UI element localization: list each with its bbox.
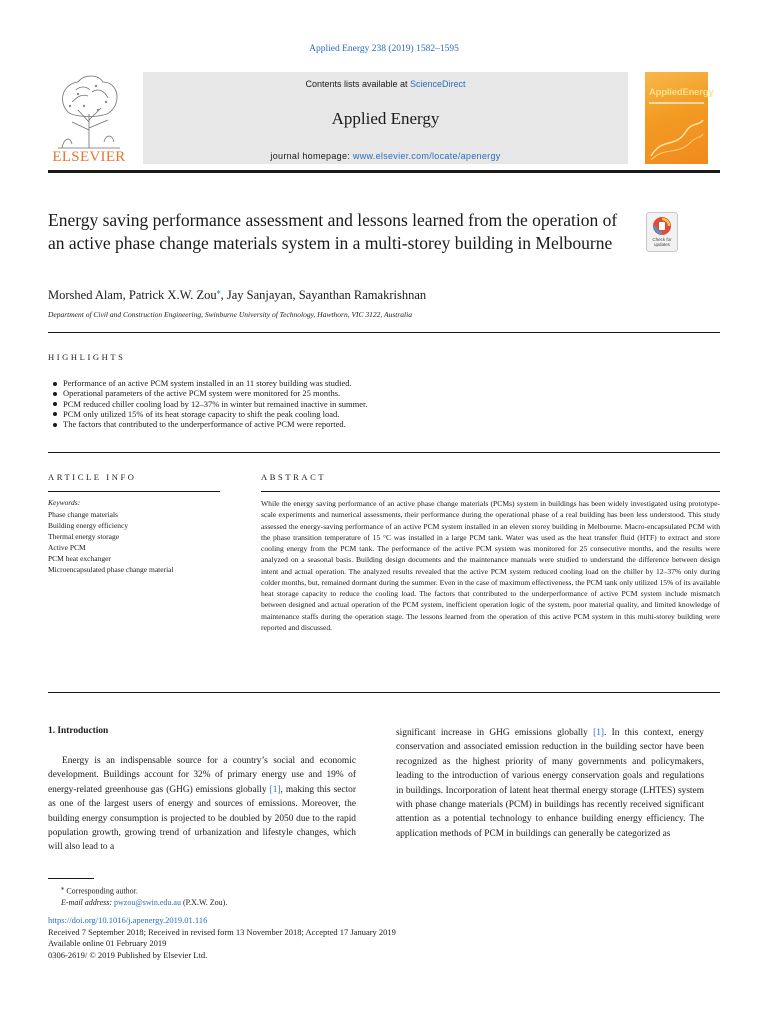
intro-p1-part-b: , making this sector as one of the largest users of energy and sources of emissions. Moreover, the building energy consumption is projected to be doubled by 2050 due to the rapid population growth, growing trend of urbanization and lifestyle changes, which will also lead to a (48, 784, 356, 853)
email-label: E-mail address: (61, 898, 115, 908)
publication-info (48, 915, 648, 961)
highlight-item: Operational parameters of the active PCM system were monitored for 25 months. (52, 388, 712, 398)
article-info-heading: ARTICLE INFO (48, 472, 137, 482)
journal-cover-thumbnail[interactable] (645, 72, 714, 164)
cover-graphic (651, 116, 703, 160)
corresponding-author-note (48, 883, 548, 897)
highlight-item: PCM only utilized 15% of its heat storage capacity to shift the peak cooling load. (52, 409, 712, 419)
contents-prefix: Contents lists available at (305, 79, 411, 89)
journal-name: Applied Energy (331, 109, 440, 128)
footnote-mark: ⁎ (61, 885, 65, 892)
abstract-end-rule (48, 692, 720, 693)
highlights-list (52, 378, 712, 429)
available-online: Available online 01 February 2019 (48, 938, 167, 948)
highlight-item: Performance of an active PCM system installed in an 11 storey building was studied. (52, 378, 712, 388)
received-dates: Received 7 September 2018; Received in revised form 13 November 2018; Accepted 17 January 2019 (48, 926, 396, 937)
highlight-item: The factors that contributed to the underperformance of active PCM were reported. (52, 419, 712, 429)
article-title: Energy saving performance assessment and lessons learned from the operation of an active phase change materials system in a multi-storey building in Melbourne (48, 210, 618, 253)
highlights-heading: HIGHLIGHTS (48, 352, 126, 362)
footnote-rule (48, 878, 94, 879)
abstract-heading: ABSTRACT (261, 472, 327, 482)
contents-line (143, 79, 628, 89)
keyword-item: PCM heat exchanger (48, 554, 111, 563)
reference-link-1[interactable]: [1] (269, 784, 281, 795)
email-link[interactable]: pwzou@swin.edu.au (114, 898, 181, 908)
affiliation: Department of Civil and Construction Engineering, Swinburne University of Technology, Hawthorn, VIC 3122, Australia (48, 310, 412, 319)
journal-citation[interactable]: Applied Energy 238 (2019) 1582–1595 (309, 44, 459, 54)
intro-paragraph-1 (48, 754, 356, 855)
elsevier-wordmark: ELSEVIER (52, 149, 126, 165)
homepage-line (143, 151, 628, 161)
highlights-rule (48, 452, 720, 453)
body-column-left (48, 754, 356, 855)
check-for-updates-badge[interactable] (646, 212, 678, 252)
homepage-prefix: journal homepage: (270, 151, 353, 161)
keyword-item: Thermal energy storage (48, 532, 120, 541)
affiliation-rule (48, 332, 720, 333)
keyword-item: Building energy efficiency (48, 521, 129, 530)
footnotes (48, 883, 548, 909)
cover-title-b: Energy (682, 87, 714, 98)
copyright-line: 0306-2619/ © 2019 Published by Elsevier Ltd. (48, 949, 208, 960)
masthead-rule (48, 170, 720, 173)
sciencedirect-link[interactable]: ScienceDirect (410, 79, 466, 89)
keyword-item: Active PCM (48, 543, 86, 552)
abstract-text: While the energy saving performance of an active phase change materials (PCMs) system in buildings has been widely investigated using prototype-scale experiments and numerical assessments, their performance during the operational phase of a real building has been less understood. This study assessed the energy-saving performance of an active PCM system installed in an eleven storey building in Melbourne. Macro-encapsulated PCM with the phase transition temperature of 15 °C was installed in a large PCM tank. Water was used as the heat transfer fluid (HTF) to extract and store cooling energy from the PCM tank. The performance of the active PCM system was monitored for 25 consecutive months, and the results were analyzed on a seasonal basis. Building design documents and the maintenance manuals were studied to understand the difference between design intent and actual operation. The analyzed results revealed that the active PCM system reduced cooling load on the chiller by 12–37% only during colder months, but, remained dormant during the summer. Even in the case of maximum effectiveness, the PCM tank only utilized 15% of its available heat storage capacity to reduce the cooling load. The factors that contributed to the underperformance of active PCM system include mismatch between designed and actual operation of the PCM system, inefficient operation logic of the system, poor material quality, and limited knowledge of maintenance staffs during the operation stage. The lessons learned from the operation of this active PCM system in this multi-storey building were reported and discussed. (261, 499, 720, 632)
abstract-rule (261, 491, 720, 492)
highlight-item: PCM reduced chiller cooling load by 12–37% in winter but remained inactive in summer. (52, 399, 712, 409)
intro-p1-part-a: Energy is an indispensable source for a country’s social and economic development. Buildings account for 32% of primary energy use and 19% of energy-related greenhouse gas (GHG) emissions globally (48, 756, 356, 795)
check-updates-label: Check for updates (652, 237, 672, 247)
body-column-right (396, 726, 704, 841)
keyword-item: Microencapsulated phase change material (48, 565, 174, 574)
article-info-rule (48, 491, 220, 492)
section-heading-introduction: 1. Introduction (48, 726, 109, 736)
intro-paragraph-continued (396, 726, 704, 841)
keyword-item: Phase change materials (48, 510, 118, 519)
email-suffix: (P.X.W. Zou). (180, 898, 228, 908)
keywords-label: Keywords: (48, 498, 81, 507)
homepage-link[interactable]: www.elsevier.com/locate/apenergy (352, 151, 501, 161)
authors-part-b: , Jay Sanjayan, Sayanthan Ramakrishnan (220, 288, 427, 303)
cover-title (649, 87, 713, 98)
email-note (48, 897, 548, 909)
intro-p2-part-a: significant increase in GHG emissions globally (396, 728, 594, 738)
cover-title-a: Applied (649, 87, 683, 98)
authors-part-a: Morshed Alam, Patrick X.W. Zou (48, 288, 217, 303)
intro-p2-part-b: . In this context, energy conservation and associated emission reduction in the building sector have been recognized as the highest priority of many governments and policymakers, leading to the introduction of various energy conservation goals and regulations in buildings. Incorporation of latent heat thermal energy storage (LHTES) system with phase change materials (PCM) in buildings has recently received significant attention as a potential technology to enhance building energy efficiency. The application methods of PCM in buildings can generally be categorized as (396, 728, 704, 839)
doi-link[interactable]: https://doi.org/10.1016/j.apenergy.2019.01.116 (48, 915, 208, 925)
corresponding-author-mark[interactable]: ⁎ (216, 287, 221, 296)
cover-subtitle-bar (649, 102, 704, 104)
corresponding-label: Corresponding author. (66, 886, 138, 896)
keywords-list (48, 509, 248, 575)
reference-link-1b[interactable]: [1] (593, 728, 605, 738)
author-list (48, 287, 688, 303)
